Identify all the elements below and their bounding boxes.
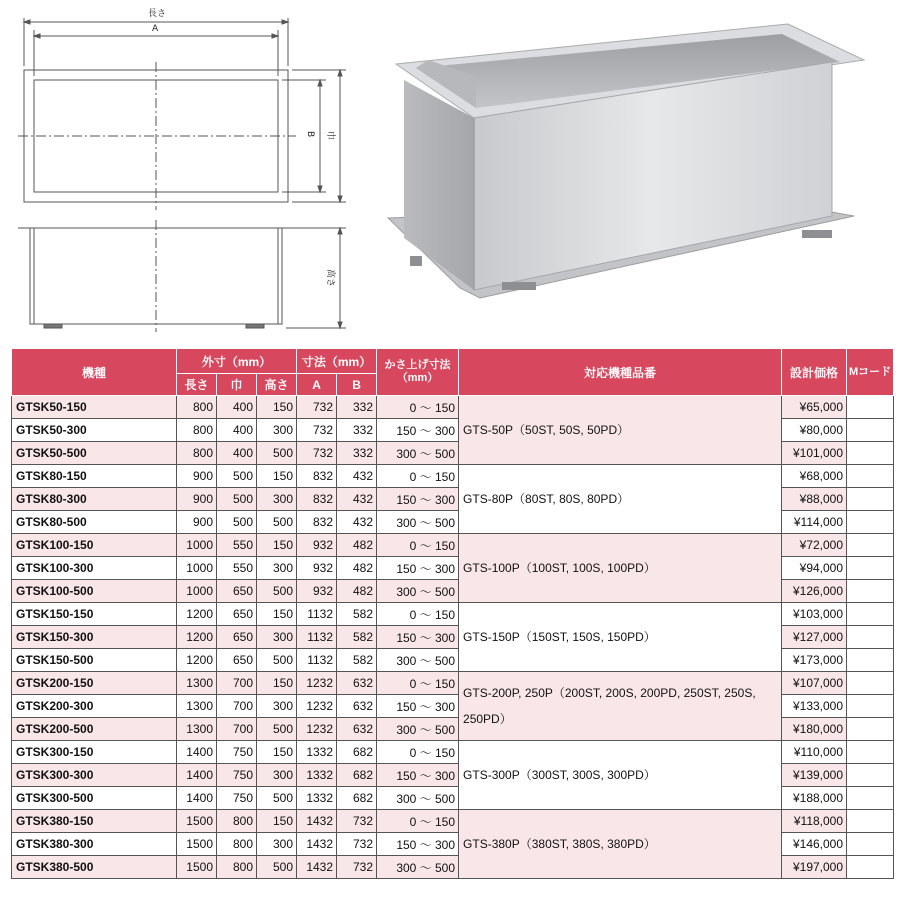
label-height: 高さ	[325, 269, 335, 288]
cell-height: 500	[257, 580, 297, 603]
cell-raise: 150 ～ 300	[377, 695, 459, 718]
cell-width: 700	[217, 695, 257, 718]
cell-price: ¥107,000	[782, 672, 847, 695]
cell-b: 332	[337, 396, 377, 419]
cell-width: 650	[217, 580, 257, 603]
cell-price: ¥133,000	[782, 695, 847, 718]
cell-width: 550	[217, 557, 257, 580]
table-row	[12, 603, 894, 626]
cell-b: 732	[337, 833, 377, 856]
cell-model: GTSK100-150	[12, 534, 177, 557]
header-width: 巾	[217, 374, 257, 396]
cell-a: 932	[297, 534, 337, 557]
cell-length: 1300	[177, 672, 217, 695]
cell-price: ¥197,000	[782, 856, 847, 879]
cell-width: 750	[217, 741, 257, 764]
cell-price: ¥103,000	[782, 603, 847, 626]
cell-b: 332	[337, 419, 377, 442]
cell-length: 1300	[177, 718, 217, 741]
cell-width: 800	[217, 810, 257, 833]
cell-a: 832	[297, 465, 337, 488]
cell-price: ¥126,000	[782, 580, 847, 603]
cell-height: 150	[257, 465, 297, 488]
cell-price: ¥88,000	[782, 488, 847, 511]
cell-height: 150	[257, 672, 297, 695]
cell-length: 1000	[177, 580, 217, 603]
cell-raise: 0 ～ 150	[377, 534, 459, 557]
cell-model: GTSK300-300	[12, 764, 177, 787]
cell-raise: 0 ～ 150	[377, 396, 459, 419]
cell-price: ¥72,000	[782, 534, 847, 557]
cell-b: 582	[337, 626, 377, 649]
cell-compat: GTS-300P（300ST, 300S, 300PD）	[459, 741, 782, 810]
cell-height: 150	[257, 741, 297, 764]
cell-a: 832	[297, 488, 337, 511]
cell-mcode	[847, 672, 894, 695]
cell-width: 750	[217, 787, 257, 810]
cell-price: ¥127,000	[782, 626, 847, 649]
cell-mcode	[847, 718, 894, 741]
table-row	[12, 741, 894, 764]
cell-model: GTSK300-500	[12, 787, 177, 810]
table-row	[12, 534, 894, 557]
cell-raise: 150 ～ 300	[377, 488, 459, 511]
cell-length: 1400	[177, 787, 217, 810]
cell-raise: 150 ～ 300	[377, 419, 459, 442]
cell-height: 300	[257, 695, 297, 718]
cell-mcode	[847, 442, 894, 465]
cell-length: 800	[177, 419, 217, 442]
cell-mcode	[847, 603, 894, 626]
cell-length: 800	[177, 442, 217, 465]
cell-a: 932	[297, 580, 337, 603]
cell-price: ¥118,000	[782, 810, 847, 833]
header-model: 機種	[12, 349, 177, 396]
cell-mcode	[847, 810, 894, 833]
cell-raise: 300 ～ 500	[377, 580, 459, 603]
cell-height: 150	[257, 396, 297, 419]
cell-height: 300	[257, 488, 297, 511]
technical-drawing	[0, 0, 380, 340]
product-photo	[384, 20, 874, 300]
cell-length: 1200	[177, 603, 217, 626]
cell-a: 932	[297, 557, 337, 580]
cell-length: 1400	[177, 764, 217, 787]
cell-length: 1000	[177, 534, 217, 557]
cell-model: GTSK100-500	[12, 580, 177, 603]
header-height: 高さ	[257, 374, 297, 396]
cell-b: 432	[337, 488, 377, 511]
cell-mcode	[847, 741, 894, 764]
cell-b: 682	[337, 764, 377, 787]
cell-a: 1332	[297, 787, 337, 810]
cell-mcode	[847, 626, 894, 649]
cell-a: 1332	[297, 741, 337, 764]
header-mcode: Mコード	[847, 349, 894, 396]
cell-raise: 150 ～ 300	[377, 764, 459, 787]
cell-mcode	[847, 511, 894, 534]
cell-width: 400	[217, 442, 257, 465]
cell-price: ¥188,000	[782, 787, 847, 810]
cell-mcode	[847, 396, 894, 419]
cell-price: ¥114,000	[782, 511, 847, 534]
header-b: B	[337, 374, 377, 396]
cell-raise: 150 ～ 300	[377, 557, 459, 580]
cell-length: 800	[177, 396, 217, 419]
spec-table	[11, 348, 894, 879]
label-length: 長さ	[148, 9, 167, 19]
header-cut-dim: 寸法（mm）	[297, 349, 377, 374]
cell-raise: 300 ～ 500	[377, 856, 459, 879]
cell-price: ¥101,000	[782, 442, 847, 465]
spec-table-body	[12, 396, 894, 879]
table-row	[12, 672, 894, 695]
cell-height: 500	[257, 787, 297, 810]
cell-height: 300	[257, 557, 297, 580]
cell-height: 500	[257, 718, 297, 741]
cell-a: 1232	[297, 672, 337, 695]
cell-model: GTSK150-500	[12, 649, 177, 672]
cell-model: GTSK80-300	[12, 488, 177, 511]
cell-width: 500	[217, 488, 257, 511]
cell-width: 500	[217, 511, 257, 534]
cell-raise: 0 ～ 150	[377, 465, 459, 488]
cell-model: GTSK380-150	[12, 810, 177, 833]
cell-height: 150	[257, 603, 297, 626]
label-a: A	[152, 24, 159, 34]
cell-mcode	[847, 764, 894, 787]
cell-mcode	[847, 787, 894, 810]
cell-length: 1500	[177, 833, 217, 856]
cell-price: ¥68,000	[782, 465, 847, 488]
cell-raise: 0 ～ 150	[377, 741, 459, 764]
cell-a: 1432	[297, 833, 337, 856]
cell-raise: 0 ～ 150	[377, 672, 459, 695]
cell-width: 400	[217, 419, 257, 442]
cell-height: 500	[257, 511, 297, 534]
cell-width: 650	[217, 626, 257, 649]
header-outer-dim: 外寸（mm）	[177, 349, 297, 374]
cell-a: 1132	[297, 603, 337, 626]
cell-b: 482	[337, 557, 377, 580]
cell-b: 732	[337, 810, 377, 833]
cell-a: 732	[297, 419, 337, 442]
cell-mcode	[847, 833, 894, 856]
cell-mcode	[847, 419, 894, 442]
cell-compat: GTS-150P（150ST, 150S, 150PD）	[459, 603, 782, 672]
cell-width: 750	[217, 764, 257, 787]
cell-a: 732	[297, 442, 337, 465]
cell-model: GTSK150-300	[12, 626, 177, 649]
cell-length: 1300	[177, 695, 217, 718]
cell-length: 900	[177, 465, 217, 488]
cell-a: 832	[297, 511, 337, 534]
cell-b: 432	[337, 465, 377, 488]
table-row	[12, 465, 894, 488]
cell-height: 150	[257, 810, 297, 833]
cell-a: 732	[297, 396, 337, 419]
cell-width: 800	[217, 833, 257, 856]
cell-price: ¥146,000	[782, 833, 847, 856]
cell-mcode	[847, 649, 894, 672]
cell-height: 300	[257, 626, 297, 649]
cell-price: ¥65,000	[782, 396, 847, 419]
cell-b: 682	[337, 787, 377, 810]
cell-length: 1000	[177, 557, 217, 580]
cell-b: 732	[337, 856, 377, 879]
cell-a: 1432	[297, 856, 337, 879]
cell-mcode	[847, 488, 894, 511]
cell-model: GTSK200-150	[12, 672, 177, 695]
cell-model: GTSK100-300	[12, 557, 177, 580]
cell-model: GTSK380-300	[12, 833, 177, 856]
cell-length: 900	[177, 511, 217, 534]
cell-mcode	[847, 580, 894, 603]
cell-length: 1500	[177, 856, 217, 879]
cell-b: 682	[337, 741, 377, 764]
cell-model: GTSK380-500	[12, 856, 177, 879]
cell-height: 300	[257, 764, 297, 787]
cell-b: 632	[337, 718, 377, 741]
cell-price: ¥80,000	[782, 419, 847, 442]
cell-model: GTSK300-150	[12, 741, 177, 764]
cell-length: 900	[177, 488, 217, 511]
cell-b: 482	[337, 534, 377, 557]
cell-width: 550	[217, 534, 257, 557]
table-row	[12, 396, 894, 419]
cell-length: 1200	[177, 649, 217, 672]
cell-a: 1332	[297, 764, 337, 787]
header-length: 長さ	[177, 374, 217, 396]
label-width: 巾	[325, 131, 335, 141]
cell-model: GTSK200-300	[12, 695, 177, 718]
cell-price: ¥139,000	[782, 764, 847, 787]
cell-b: 332	[337, 442, 377, 465]
cell-compat: GTS-80P（80ST, 80S, 80PD）	[459, 465, 782, 534]
cell-price: ¥94,000	[782, 557, 847, 580]
cell-raise: 150 ～ 300	[377, 833, 459, 856]
cell-width: 400	[217, 396, 257, 419]
table-row	[12, 810, 894, 833]
cell-height: 300	[257, 833, 297, 856]
cell-raise: 150 ～ 300	[377, 626, 459, 649]
cell-raise: 0 ～ 150	[377, 810, 459, 833]
header-a: A	[297, 374, 337, 396]
cell-b: 632	[337, 672, 377, 695]
cell-a: 1232	[297, 695, 337, 718]
cell-height: 500	[257, 649, 297, 672]
cell-mcode	[847, 465, 894, 488]
cell-width: 800	[217, 856, 257, 879]
cell-raise: 300 ～ 500	[377, 649, 459, 672]
cell-width: 700	[217, 718, 257, 741]
cell-width: 650	[217, 649, 257, 672]
cell-model: GTSK80-500	[12, 511, 177, 534]
cell-mcode	[847, 856, 894, 879]
cell-a: 1432	[297, 810, 337, 833]
cell-mcode	[847, 557, 894, 580]
cell-a: 1132	[297, 649, 337, 672]
label-b: B	[305, 131, 315, 138]
cell-compat: GTS-200P, 250P（200ST, 200S, 200PD, 250ST, 250S, 250PD）	[459, 672, 782, 741]
cell-width: 500	[217, 465, 257, 488]
cell-price: ¥180,000	[782, 718, 847, 741]
cell-length: 1200	[177, 626, 217, 649]
cell-model: GTSK150-150	[12, 603, 177, 626]
cell-raise: 300 ～ 500	[377, 511, 459, 534]
cell-a: 1132	[297, 626, 337, 649]
cell-raise: 300 ～ 500	[377, 787, 459, 810]
cell-compat: GTS-380P（380ST, 380S, 380PD）	[459, 810, 782, 879]
cell-a: 1232	[297, 718, 337, 741]
header-price: 設計価格	[782, 349, 847, 396]
cell-raise: 0 ～ 150	[377, 603, 459, 626]
cell-b: 632	[337, 695, 377, 718]
cell-model: GTSK50-150	[12, 396, 177, 419]
cell-model: GTSK200-500	[12, 718, 177, 741]
cell-b: 582	[337, 603, 377, 626]
cell-width: 650	[217, 603, 257, 626]
cell-b: 432	[337, 511, 377, 534]
cell-height: 300	[257, 419, 297, 442]
header-compat: 対応機種品番	[459, 349, 782, 396]
cell-b: 582	[337, 649, 377, 672]
cell-raise: 300 ～ 500	[377, 442, 459, 465]
cell-mcode	[847, 534, 894, 557]
cell-model: GTSK50-300	[12, 419, 177, 442]
cell-compat: GTS-50P（50ST, 50S, 50PD）	[459, 396, 782, 465]
cell-price: ¥110,000	[782, 741, 847, 764]
cell-height: 500	[257, 856, 297, 879]
cell-width: 700	[217, 672, 257, 695]
cell-length: 1400	[177, 741, 217, 764]
cell-mcode	[847, 695, 894, 718]
cell-b: 482	[337, 580, 377, 603]
cell-price: ¥173,000	[782, 649, 847, 672]
header-raise-dim-line2: （mm）	[396, 372, 439, 384]
header-raise-dim-line1: かさ上げ寸法	[384, 359, 451, 371]
header-raise-dim	[377, 349, 459, 396]
cell-model: GTSK50-500	[12, 442, 177, 465]
cell-height: 500	[257, 442, 297, 465]
cell-raise: 300 ～ 500	[377, 718, 459, 741]
cell-model: GTSK80-150	[12, 465, 177, 488]
cell-height: 150	[257, 534, 297, 557]
cell-length: 1500	[177, 810, 217, 833]
cell-compat: GTS-100P（100ST, 100S, 100PD）	[459, 534, 782, 603]
